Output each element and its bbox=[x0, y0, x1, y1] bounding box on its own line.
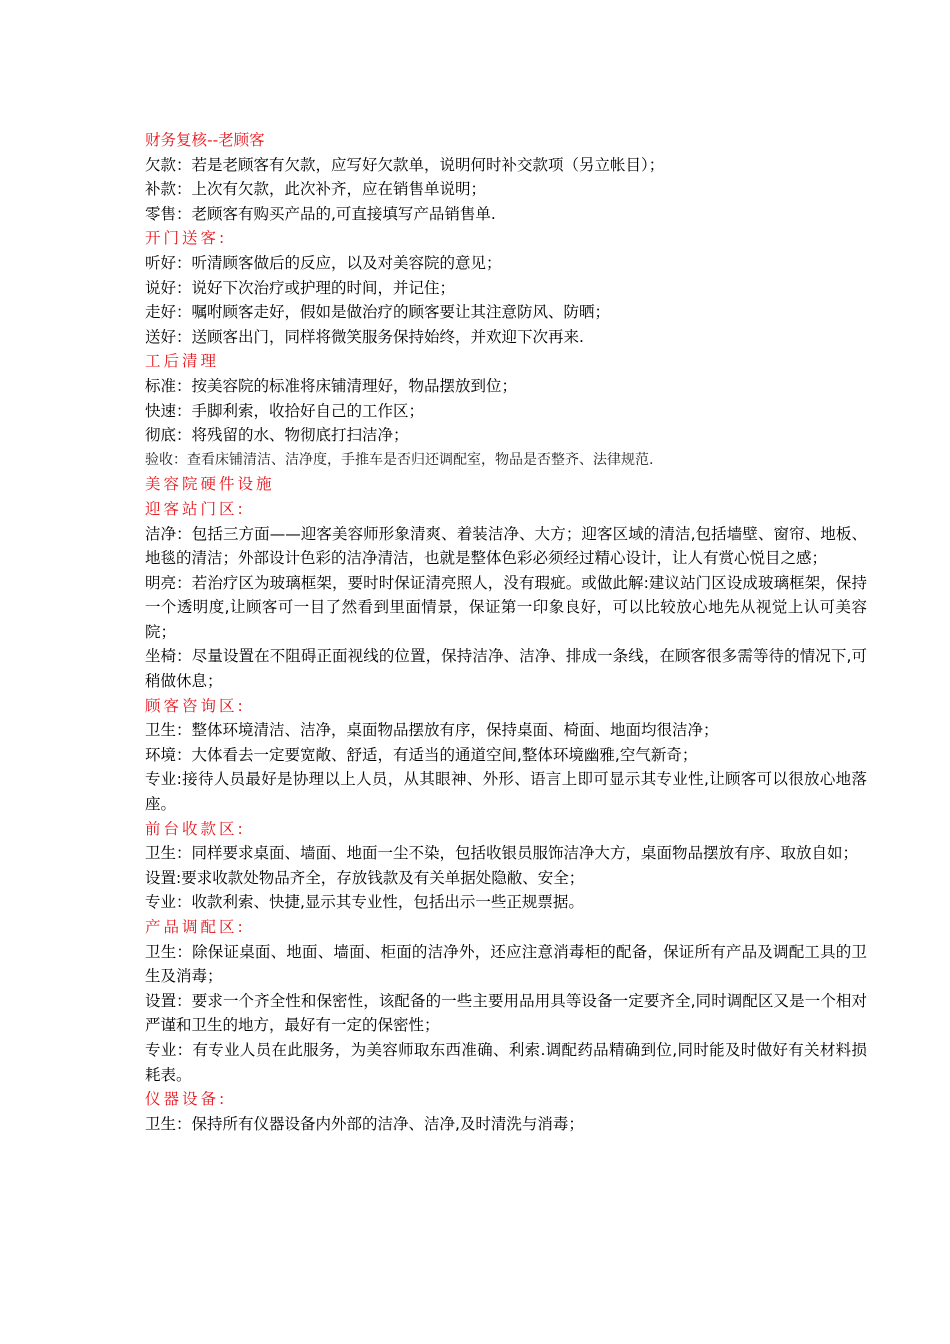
text-line: 专业：收款利索、快捷,显示其专业性，包括出示一些正规票据。 bbox=[145, 893, 584, 912]
text-line: 标准：按美容院的标准将床铺清理好，物品摆放到位； bbox=[145, 376, 518, 395]
text-paragraph: 明亮：若治疗区为玻璃框架，要时时保证清亮照人，没有瑕疵。或做此解:建议站门区设成玻璃框架，保持一个透明度,让顾客可一目了然看到里面情景，保证第一印象良好，可以比较放心地先从视觉上认可美容院； bbox=[145, 573, 867, 641]
text-paragraph: 洁净：包括三方面——迎客美容师形象清爽、着装洁净、大方；迎客区域的清洁,包括墙壁、窗帘、地板、地毯的清洁；外部设计色彩的洁净清洁，也就是整体色彩必须经过精心设计，让人有赏心悦目之感； bbox=[145, 524, 867, 568]
text-line: 卫生：保持所有仪器设备内外部的洁净、洁净,及时清洗与消毒； bbox=[145, 1114, 584, 1133]
text-line: 听好：听清顾客做后的反应，以及对美容院的意见； bbox=[145, 253, 502, 272]
text-line: 说好：说好下次治疗或护理的时间，并记住； bbox=[145, 278, 456, 297]
text-line: 卫生：整体环境清洁、洁净，桌面物品摆放有序，保持桌面、椅面、地面均很洁净； bbox=[145, 721, 719, 740]
text-line: 环境：大体看去一定要宽敞、舒适，有适当的通道空间,整体环境幽雅,空气新奇； bbox=[145, 745, 698, 764]
section-heading-finance-review: 财务复核--老顾客 bbox=[145, 131, 265, 149]
section-heading-checkout-area: 前台收款区: bbox=[145, 819, 246, 838]
text-line: 设置:要求收款处物品齐全，存放钱款及有关单据处隐敝、安全； bbox=[145, 868, 585, 887]
text-paragraph: 卫生：除保证桌面、地面、墙面、柜面的洁净外，还应注意消毒柜的配备，保证所有产品及调配工具的卫生及消毒； bbox=[145, 942, 867, 986]
text-paragraph: 专业：有专业人员在此服务，为美容师取东西准确、利索.调配药品精确到位,同时能及时做好有关材料损耗表。 bbox=[145, 1040, 867, 1084]
section-heading-equipment: 仪器设备: bbox=[145, 1090, 228, 1109]
text-line: 彻底：将残留的水、物彻底打扫洁净； bbox=[145, 426, 409, 445]
text-line: 欠款：若是老顾客有欠款，应写好欠款单，说明何时补交款项（另立帐目）； bbox=[145, 155, 665, 174]
text-line: 验收：查看床铺清洁、洁净度，手推车是否归还调配室，物品是否整齐、法律规范. bbox=[145, 451, 654, 468]
text-paragraph: 卫生：同样要求桌面、墙面、地面一尘不染，包括收银员服饰洁净大方，桌面物品摆放有序、取放自如； bbox=[145, 844, 859, 863]
text-paragraph: 设置：要求一个齐全性和保密性，该配备的一些主要用品用具等设备一定要齐全,同时调配区又是一个相对严谨和卫生的地方，最好有一定的保密性； bbox=[145, 991, 867, 1035]
text-line: 零售：老顾客有购买产品的,可直接填写产品销售单. bbox=[145, 204, 496, 223]
text-line: 快速：手脚利索，收拾好自己的工作区； bbox=[145, 401, 425, 420]
text-paragraph: 坐椅：尽量设置在不阻碍正面视线的位置，保持洁净、洁净、排成一条线，在顾客很多需等待的情况下,可稍做休息； bbox=[145, 647, 867, 691]
text-paragraph: 专业:接待人员最好是协理以上人员，从其眼神、外形、语言上即可显示其专业性,让顾客可以很放心地落座。 bbox=[145, 770, 867, 814]
text-line: 走好：嘱咐顾客走好，假如是做治疗的顾客要让其注意防风、防晒； bbox=[145, 303, 611, 322]
text-line: 送好：送顾客出门，同样将微笑服务保持始终，并欢迎下次再来. bbox=[145, 327, 584, 346]
section-heading-entrance-area: 迎客站门区: bbox=[145, 499, 246, 518]
text-line: 补款：上次有欠款，此次补齐，应在销售单说明； bbox=[145, 180, 487, 199]
section-heading-see-off-guests: 开门送客: bbox=[145, 229, 228, 248]
section-heading-consultation-area: 顾客咨询区: bbox=[145, 696, 246, 715]
section-heading-product-prep-area: 产品调配区: bbox=[145, 918, 246, 936]
section-heading-cleanup: 工后清理 bbox=[145, 352, 220, 371]
document-page bbox=[145, 128, 867, 1136]
section-heading-hardware: 美容院硬件设施 bbox=[145, 475, 275, 494]
